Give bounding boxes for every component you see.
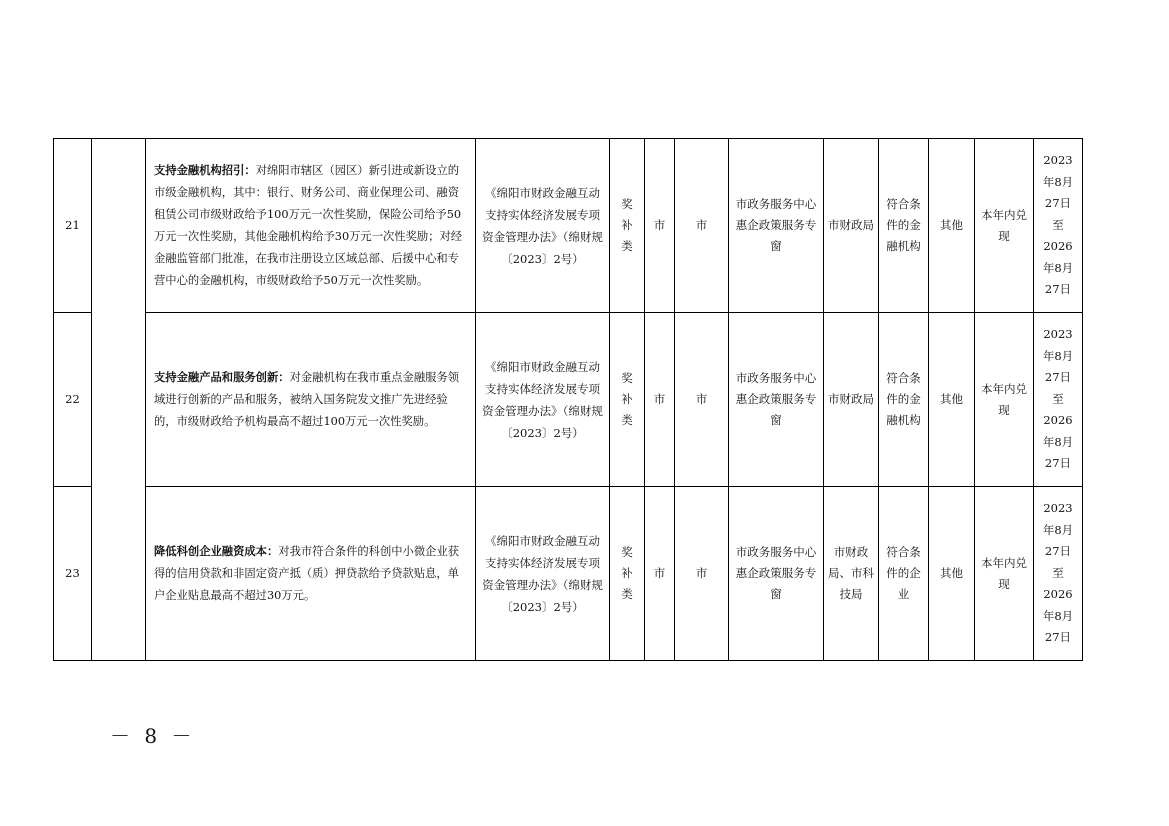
policy-body: 对绵阳市辖区（园区）新引进或新设立的市级金融机构，其中：银行、财务公司、商业保理公司、融资租赁公司市级财政给予100万元一次性奖励，保险公司给予50万元一次性奖励，其他金融机构给予30万元一次性奖励；对经金融监管部门批准，在我市注册设立区域总部、后援中心和专营中心的金融机构，市级财政给予50万元一次性奖励。 xyxy=(154,164,463,287)
service-window: 市政务服务中心惠企政策服务专窗 xyxy=(729,139,824,313)
table-row xyxy=(54,313,1083,487)
page-number: － 8 － xyxy=(110,724,196,748)
level-city: 市 xyxy=(645,313,675,487)
redemption-method: 其他 xyxy=(929,139,975,313)
policy-title: 支持金融机构招引： xyxy=(154,163,256,177)
beneficiary: 符合条件的金融机构 xyxy=(879,313,929,487)
policy-basis: 《绵阳市财政金融互动支持实体经济发展专项资金管理办法》（绵财规〔2023〕2号） xyxy=(476,313,610,487)
policy-category: 奖补类 xyxy=(610,313,645,487)
row-number: 23 xyxy=(54,487,92,661)
level-implement: 市 xyxy=(675,139,729,313)
responsible-dept: 市财政局、市科技局 xyxy=(824,487,879,661)
level-city: 市 xyxy=(645,139,675,313)
level-implement: 市 xyxy=(675,313,729,487)
row-number: 21 xyxy=(54,139,92,313)
policy-body: 对金融机构在我市重点金融服务领域进行创新的产品和服务，被纳入国务院发文推广先进经验的，市级财政给予机构最高不超过100万元一次性奖励。 xyxy=(154,371,460,428)
merged-category-cell xyxy=(92,139,146,661)
redemption-timing: 本年内兑现 xyxy=(975,139,1034,313)
responsible-dept: 市财政局 xyxy=(824,313,879,487)
policy-title: 支持金融产品和服务创新： xyxy=(154,370,290,384)
validity-period: 2023年8月27日至2026年8月27日 xyxy=(1034,313,1083,487)
policy-table xyxy=(53,138,1083,661)
policy-basis: 《绵阳市财政金融互动支持实体经济发展专项资金管理办法》（绵财规〔2023〕2号） xyxy=(476,487,610,661)
policy-category: 奖补类 xyxy=(610,139,645,313)
validity-period: 2023年8月27日至2026年8月27日 xyxy=(1034,139,1083,313)
table-row xyxy=(54,487,1083,661)
policy-content xyxy=(146,313,476,487)
service-window: 市政务服务中心惠企政策服务专窗 xyxy=(729,313,824,487)
service-window: 市政务服务中心惠企政策服务专窗 xyxy=(729,487,824,661)
policy-content xyxy=(146,139,476,313)
redemption-timing: 本年内兑现 xyxy=(975,313,1034,487)
redemption-method: 其他 xyxy=(929,487,975,661)
level-city: 市 xyxy=(645,487,675,661)
policy-body: 对我市符合条件的科创中小微企业获得的信用贷款和非固定资产抵（质）押贷款给予贷款贴息，单户企业贴息最高不超过30万元。 xyxy=(154,545,460,602)
beneficiary: 符合条件的企业 xyxy=(879,487,929,661)
beneficiary: 符合条件的金融机构 xyxy=(879,139,929,313)
policy-title: 降低科创企业融资成本： xyxy=(154,544,279,558)
policy-category: 奖补类 xyxy=(610,487,645,661)
policy-basis: 《绵阳市财政金融互动支持实体经济发展专项资金管理办法》（绵财规〔2023〕2号） xyxy=(476,139,610,313)
level-implement: 市 xyxy=(675,487,729,661)
table-row xyxy=(54,139,1083,313)
redemption-timing: 本年内兑现 xyxy=(975,487,1034,661)
policy-content xyxy=(146,487,476,661)
row-number: 22 xyxy=(54,313,92,487)
validity-period: 2023年8月27日至2026年8月27日 xyxy=(1034,487,1083,661)
redemption-method: 其他 xyxy=(929,313,975,487)
responsible-dept: 市财政局 xyxy=(824,139,879,313)
